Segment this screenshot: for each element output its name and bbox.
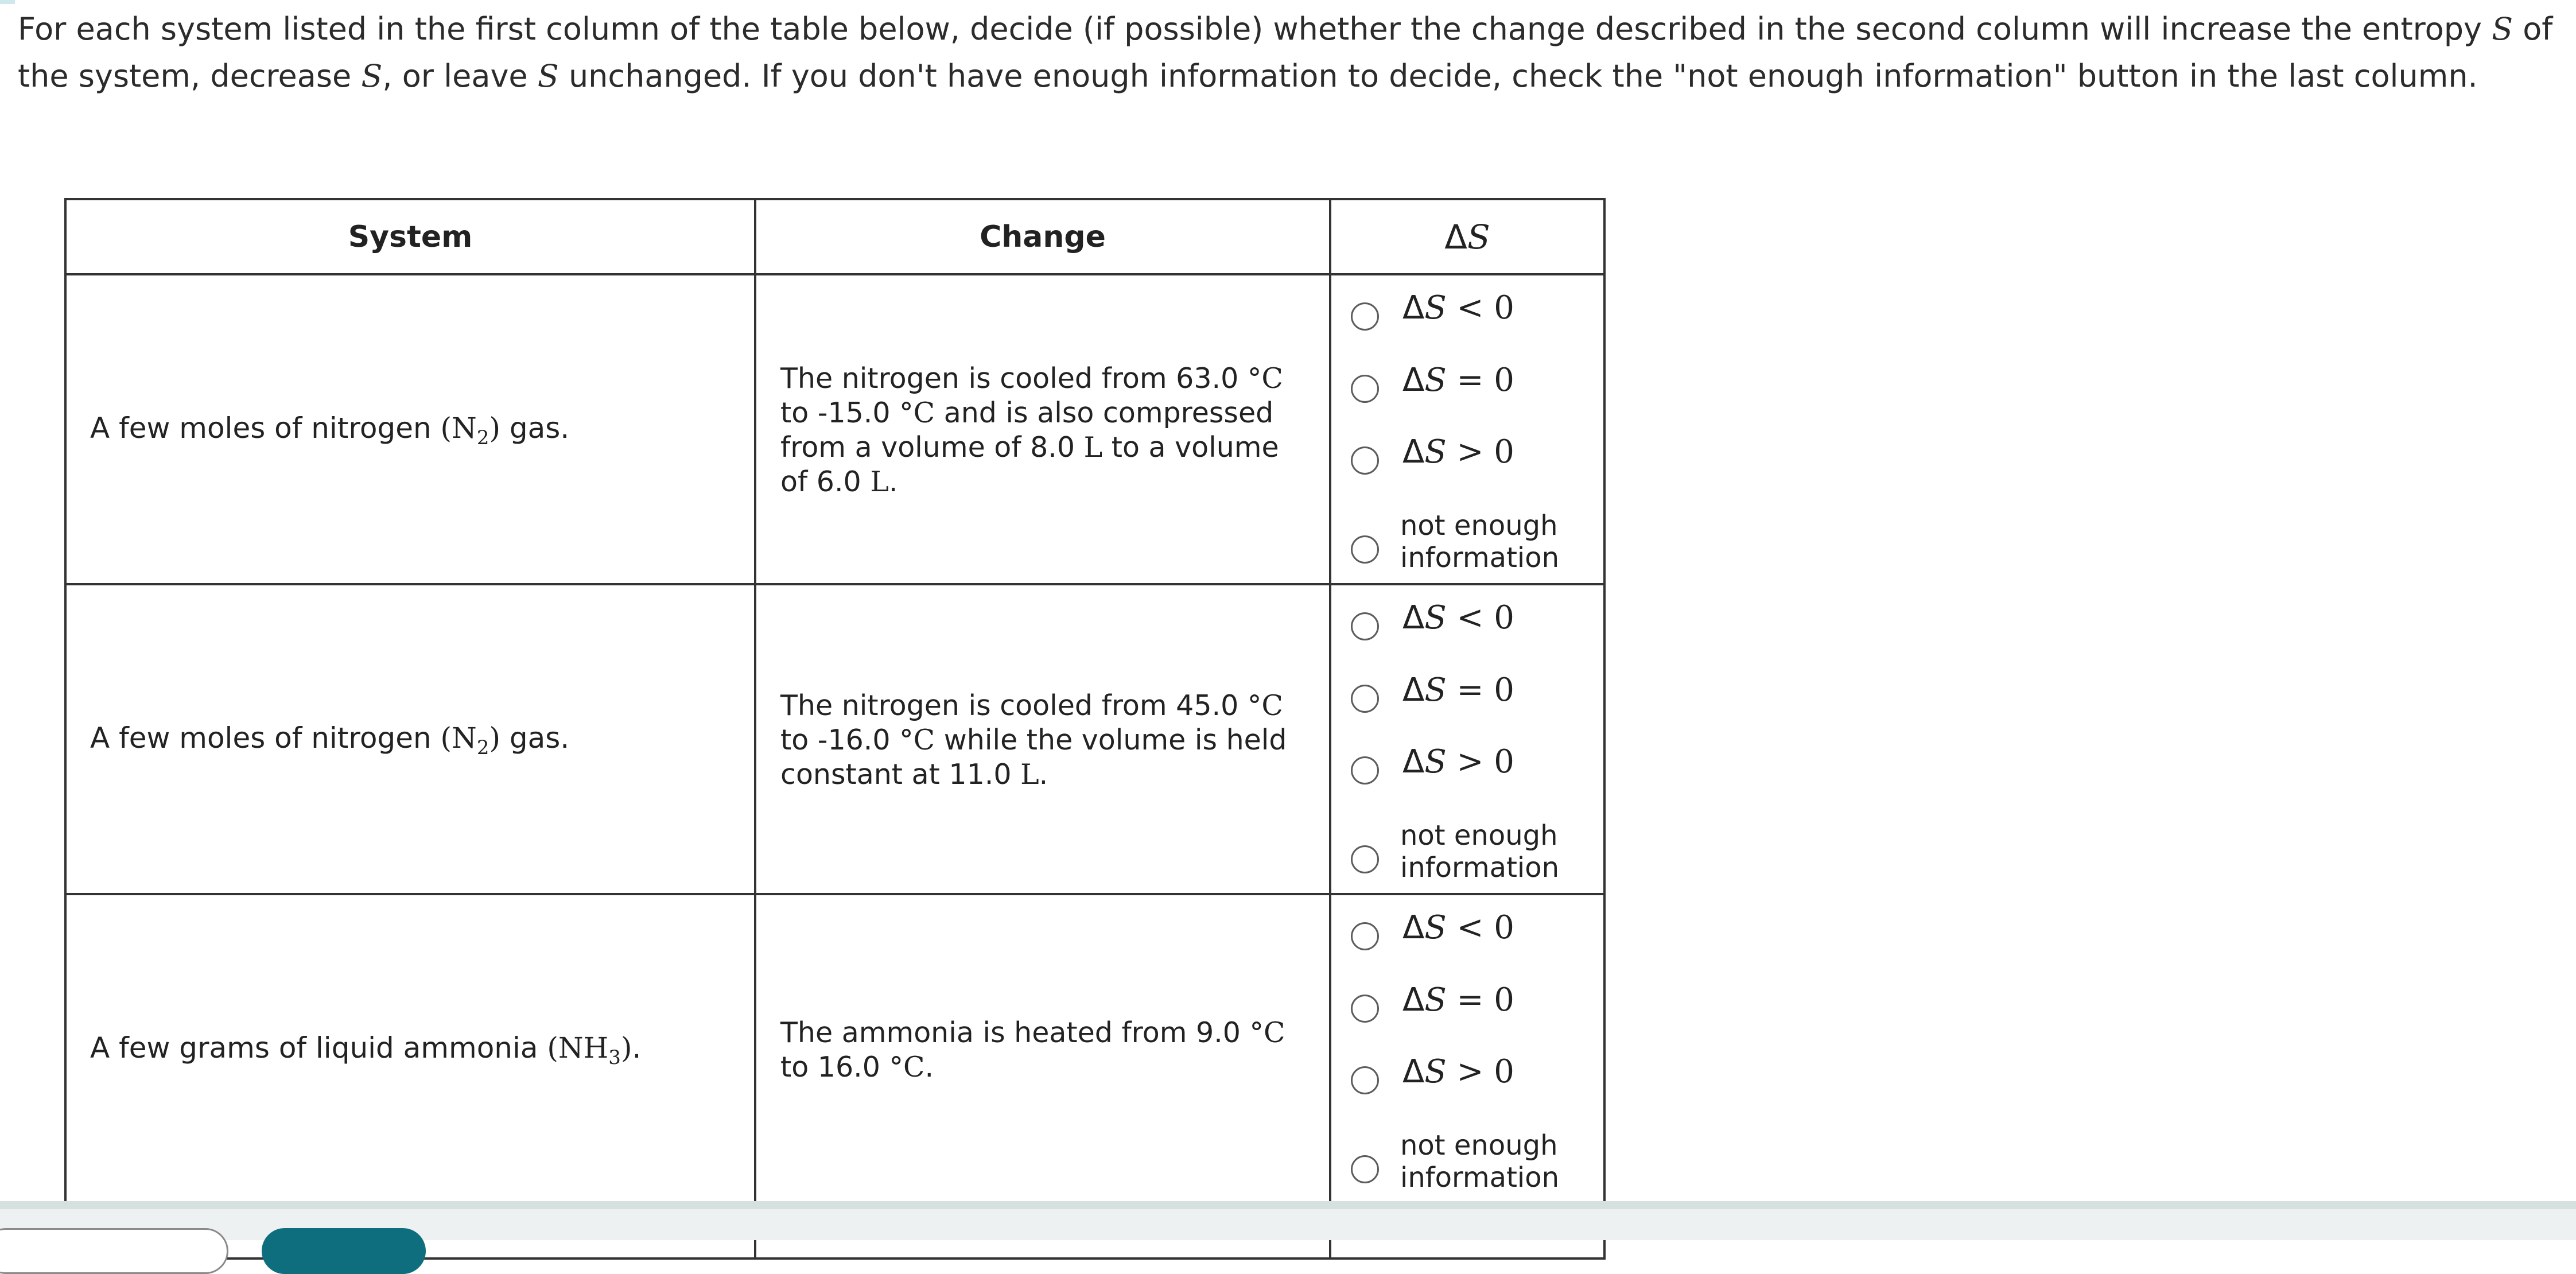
delta-symbol: Δ: [1444, 217, 1467, 257]
system-cell: [67, 275, 754, 585]
radio-button[interactable]: [1351, 685, 1379, 713]
option-label: ΔS > 0: [1402, 1053, 1514, 1090]
top-accent-bar: [0, 0, 15, 4]
radio-button[interactable]: [1351, 1155, 1379, 1183]
table-row: [67, 585, 1603, 895]
option-label: not enough information: [1400, 819, 1560, 884]
change-text: The nitrogen is cooled from 45.0 °C to -16.0 °C while the volume is held constant at 11.0 L.: [780, 689, 1287, 791]
option-label: ΔS < 0: [1402, 599, 1514, 636]
header-delta-s: [1331, 200, 1603, 273]
option-not-enough-information[interactable]: [1331, 1129, 1603, 1194]
option-label: ΔS < 0: [1402, 909, 1514, 946]
delta-s-options: [1331, 895, 1603, 1205]
option-label: ΔS = 0: [1402, 981, 1514, 1019]
header-change: Change: [980, 219, 1106, 254]
table-row: [67, 895, 1603, 1205]
radio-button[interactable]: [1351, 922, 1379, 950]
system-text: A few grams of liquid ammonia $(NH_3)$.: [90, 1031, 642, 1069]
option-label: ΔS > 0: [1402, 433, 1514, 471]
option-delta-s[interactable]: [1331, 669, 1603, 715]
option-not-enough-information[interactable]: [1331, 510, 1603, 574]
system-cell: [67, 585, 754, 895]
option-delta-s[interactable]: [1331, 597, 1603, 643]
instructions-text: For each system listed in the first column of the table below, decide (if possible) whether the change described in the second column will increase the entropy S of the system, decrease S, or leave S unchanged. If you don't have enough information to decide, check the "not enough information" button in the last column.: [18, 11, 2553, 94]
radio-button[interactable]: [1351, 302, 1379, 331]
radio-button[interactable]: [1351, 535, 1379, 564]
secondary-button[interactable]: [0, 1228, 228, 1274]
radio-button[interactable]: [1351, 375, 1379, 403]
change-cell: [756, 895, 1329, 1205]
change-text: The ammonia is heated from 9.0 °C to 16.0 °C.: [780, 1016, 1285, 1083]
option-delta-s[interactable]: [1331, 979, 1603, 1025]
option-delta-s[interactable]: [1331, 1051, 1603, 1097]
radio-button[interactable]: [1351, 1066, 1379, 1094]
radio-button[interactable]: [1351, 612, 1379, 640]
radio-button[interactable]: [1351, 845, 1379, 873]
change-cell: [756, 275, 1329, 585]
radio-button[interactable]: [1351, 756, 1379, 784]
radio-button[interactable]: [1351, 446, 1379, 475]
option-label: ΔS = 0: [1402, 671, 1514, 709]
table-row: [67, 275, 1603, 585]
entropy-variable: S: [1467, 217, 1490, 257]
change-cell: [756, 585, 1329, 895]
option-delta-s[interactable]: [1331, 431, 1603, 477]
system-text: A few moles of nitrogen $(N_2)$ gas.: [90, 721, 570, 759]
radio-button[interactable]: [1351, 995, 1379, 1023]
option-label: ΔS = 0: [1402, 362, 1514, 399]
option-label: ΔS < 0: [1402, 289, 1514, 327]
delta-s-options: [1331, 275, 1603, 585]
entropy-table: [64, 198, 1606, 1260]
change-text: The nitrogen is cooled from 63.0 °C to -15.0 °C and is also compressed from a volume of 8.0 L to a volume of 6.0 L.: [780, 362, 1283, 498]
option-label: not enough information: [1400, 510, 1560, 574]
option-delta-s[interactable]: [1331, 359, 1603, 405]
option-delta-s[interactable]: [1331, 741, 1603, 787]
option-label: not enough information: [1400, 1129, 1560, 1194]
option-not-enough-information[interactable]: [1331, 819, 1603, 884]
delta-s-options: [1331, 585, 1603, 895]
system-cell: [67, 895, 754, 1205]
option-delta-s[interactable]: [1331, 287, 1603, 333]
option-label: ΔS > 0: [1402, 743, 1514, 780]
system-text: A few moles of nitrogen $(N_2)$ gas.: [90, 411, 570, 449]
header-system: System: [348, 219, 473, 254]
option-delta-s[interactable]: [1331, 907, 1603, 953]
primary-button[interactable]: [262, 1228, 426, 1274]
